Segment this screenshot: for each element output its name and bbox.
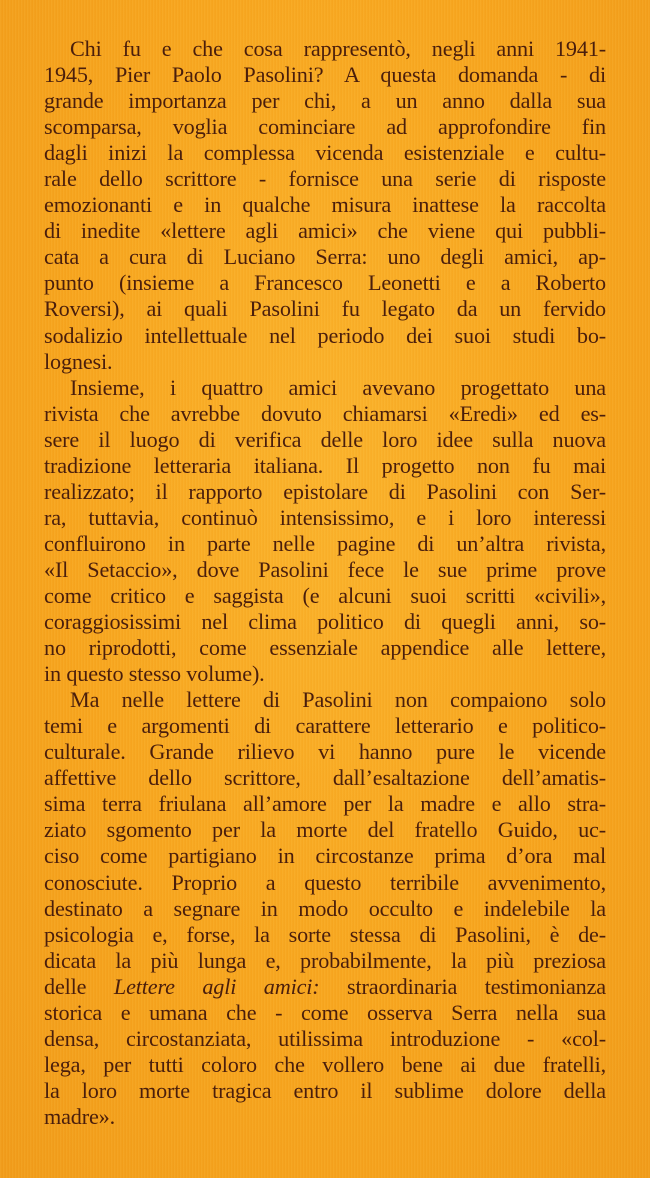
text-line: ziato sgomento per la morte del fratello Guido, uc- — [44, 817, 606, 843]
text-line: in questo stesso volume). — [44, 661, 265, 687]
text-line: Insieme, i quattro amici avevano progettato una — [70, 374, 606, 400]
text-line: coraggiosissimi nel clima politico di quegli anni, so- — [44, 609, 606, 635]
text-line: rale dello scrittore - fornisce una serie di risposte — [44, 166, 606, 192]
text-line: Roversi), ai quali Pasolini fu legato da un fervido — [44, 296, 606, 322]
text-line: dicata la più lunga e, probabilmente, la più preziosa — [44, 947, 606, 973]
text-line: no riprodotti, come essenziale appendice alle lettere, — [44, 635, 606, 661]
text-line: culturale. Grande rilievo vi hanno pure le vicende — [44, 739, 606, 765]
text-line: conosciute. Proprio a questo terribile avvenimento, — [44, 869, 606, 895]
text-line: madre». — [44, 1103, 116, 1129]
text-line: Chi fu e che cosa rappresentò, negli anni 1941- — [70, 36, 606, 61]
text-line: confluirono in parte nelle pagine di un’altra rivista, — [44, 530, 606, 556]
text-line: dagli inizi la complessa vicenda esistenziale e cultu- — [44, 140, 606, 166]
text-line: punto (insieme a Francesco Leonetti e a Roberto — [44, 270, 606, 296]
text-line: di inedite «lettere agli amici» che viene qui pubbli- — [44, 218, 606, 244]
text-line: lega, per tutti coloro che vollero bene ai due fratelli, — [44, 1051, 606, 1077]
text-line: storica e umana che - come osserva Serra nella sua — [44, 999, 606, 1025]
text-line: lognesi. — [44, 348, 113, 374]
text-line: affettive dello scrittore, dall’esaltazione dell’amatis- — [44, 765, 606, 791]
text-line: cata a cura di Luciano Serra: uno degli amici, ap- — [44, 244, 606, 270]
text-line: realizzato; il rapporto epistolare di Pasolini con Ser- — [44, 478, 606, 504]
text-line: temi e argomenti di carattere letterario e politico- — [44, 713, 606, 739]
text-line: densa, circostanziata, utilissima introduzione - «col- — [44, 1025, 606, 1051]
text-line: destinato a segnare in modo occulto e indelebile la — [44, 895, 606, 921]
text-line: Ma nelle lettere di Pasolini non compaiono solo — [70, 687, 606, 713]
text-line: tradizione letteraria italiana. Il progetto non fu mai — [44, 452, 606, 478]
text-line-with-title — [44, 974, 606, 1000]
text-line: ra, tuttavia, continuò intensissimo, e i loro interessi — [44, 504, 606, 530]
blurb-text — [44, 36, 606, 1130]
text-line: ciso come partigiano in circostanze prima d’ora mal — [44, 843, 606, 869]
paragraph-2 — [44, 375, 606, 688]
text-line: «Il Setaccio», dove Pasolini fece le sue prime prove — [44, 556, 606, 582]
text-line: sere il luogo di verifica delle loro idee sulla nuova — [44, 426, 606, 452]
text-line: sodalizio intellettuale nel periodo dei suoi studi bo- — [44, 322, 606, 348]
text-line: rivista che avrebbe dovuto chiamarsi «Eredi» ed es- — [44, 400, 606, 426]
paragraph-3 — [44, 687, 606, 1130]
text-fragment: straordinaria testimonianza — [319, 973, 606, 999]
book-title-italic: Lettere agli amici: — [113, 973, 320, 999]
text-line: emozionanti e in qualche misura inattese la raccolta — [44, 192, 606, 218]
text-line: la loro morte tragica entro il sublime dolore della — [44, 1077, 606, 1103]
text-line: scomparsa, voglia cominciare ad approfondire fin — [44, 114, 606, 140]
text-line: come critico e saggista (e alcuni suoi scritti «civili», — [44, 582, 606, 608]
paragraph-1 — [44, 36, 606, 375]
text-fragment: delle — [44, 973, 114, 999]
text-line: sima terra friulana all’amore per la madre e allo stra- — [44, 791, 606, 817]
text-line: psicologia e, forse, la sorte stessa di Pasolini, è de- — [44, 921, 606, 947]
text-line: grande importanza per chi, a un anno dalla sua — [44, 88, 606, 114]
text-line: 1945, Pier Paolo Pasolini? A questa domanda - di — [44, 62, 606, 88]
